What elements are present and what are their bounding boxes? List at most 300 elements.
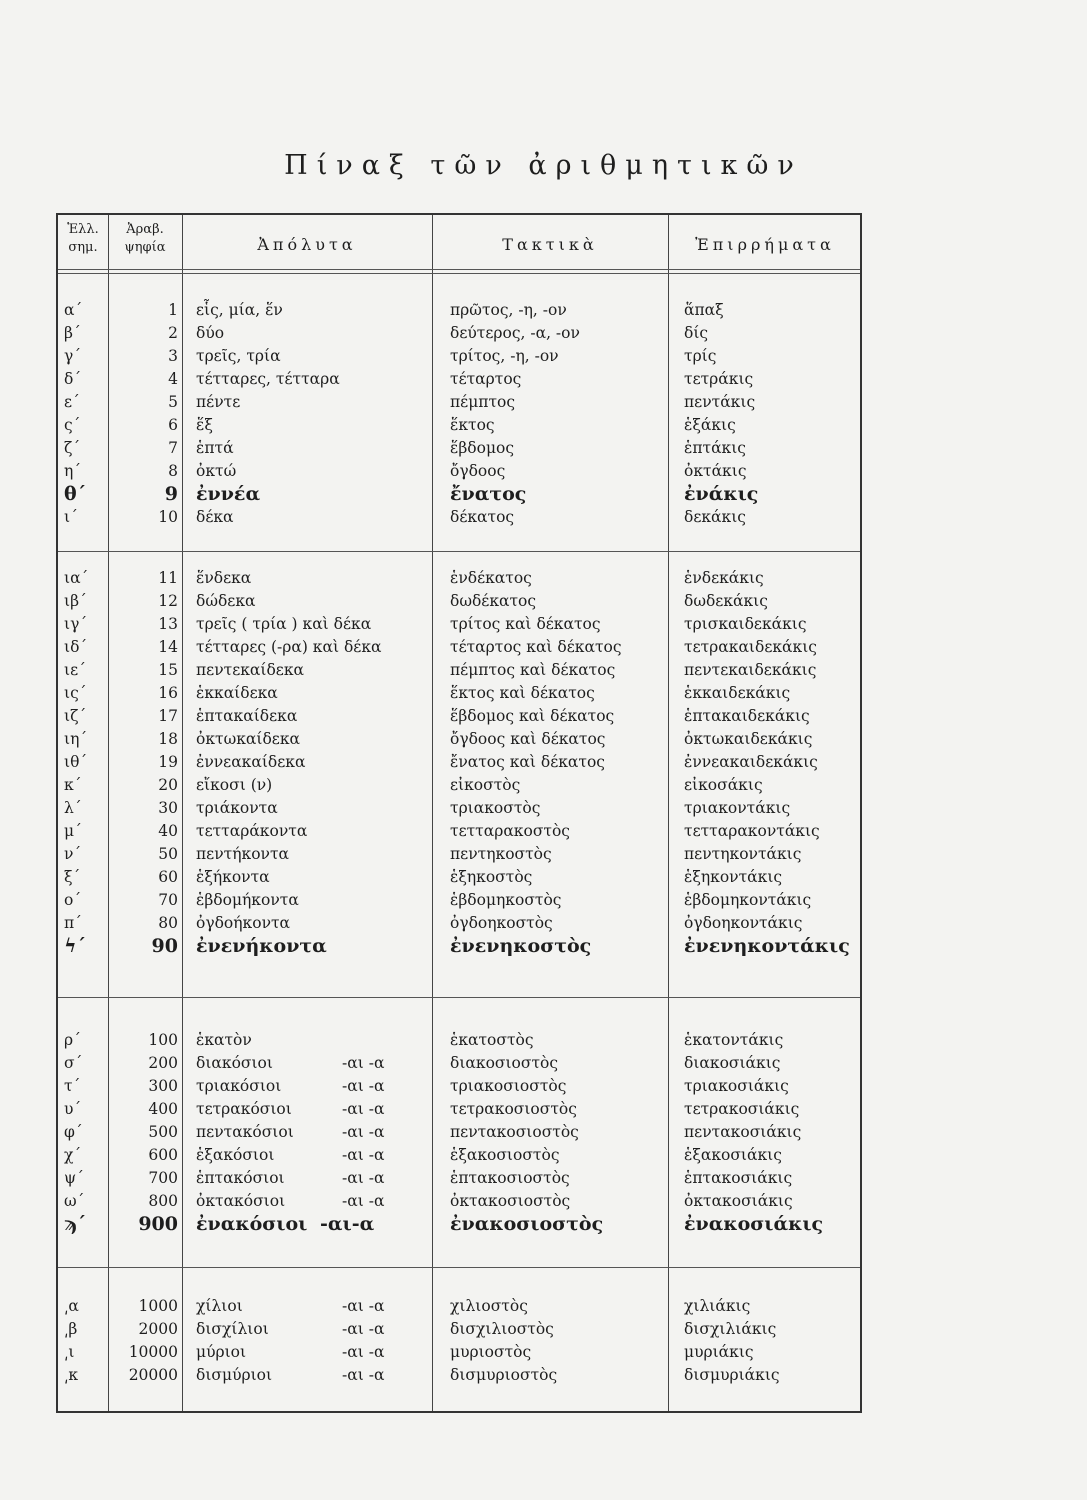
group-divider xyxy=(58,997,860,998)
greek-numeral-sign: ω΄ xyxy=(64,1192,85,1210)
cardinal-suffix: -αι -α xyxy=(342,1320,385,1338)
arabic-number: 3 xyxy=(168,347,178,365)
cardinal-form xyxy=(196,797,432,820)
group-divider xyxy=(58,551,860,552)
ordinal-form: εἰκοστὸς xyxy=(450,776,521,794)
table-row xyxy=(58,1167,860,1190)
ordinal-form: ἐνακοσιοστὸς xyxy=(450,1213,604,1235)
header-arabic-digits xyxy=(108,221,182,257)
ordinal-form: ἔνατος καὶ δέκατος xyxy=(450,753,605,771)
arabic-number: 10000 xyxy=(128,1343,178,1361)
greek-numeral-sign: ν΄ xyxy=(64,845,82,863)
numerals-table xyxy=(56,213,862,1413)
arabic-number: 6 xyxy=(168,416,178,434)
table-row xyxy=(58,636,860,659)
cardinal-suffix: -αι -α xyxy=(342,1077,385,1095)
cardinal-base: ἐννέα xyxy=(196,483,261,505)
adverb-form: ἑνδεκάκις xyxy=(684,569,764,587)
ordinal-form: τριακοστὸς xyxy=(450,799,541,817)
adverb-form: ἑξακοσιάκις xyxy=(684,1146,782,1164)
adverb-form: τριακοντάκις xyxy=(684,799,791,817)
cardinal-form xyxy=(196,1341,432,1364)
arabic-number: 50 xyxy=(158,845,178,863)
adverb-form: πεντακοσιάκις xyxy=(684,1123,802,1141)
table-row xyxy=(58,483,860,506)
table-row xyxy=(58,774,860,797)
ordinal-form: ἑξακοσιοστὸς xyxy=(450,1146,560,1164)
table-row xyxy=(58,820,860,843)
cardinal-base: ἑπτακαίδεκα xyxy=(196,707,298,725)
arabic-number: 2 xyxy=(168,324,178,342)
adverb-form: ἑξάκις xyxy=(684,416,736,434)
table-row xyxy=(58,889,860,912)
ordinal-form: πέμπτος xyxy=(450,393,516,411)
greek-numeral-sign: ιδ΄ xyxy=(64,638,88,656)
header-ordinal: Τακτικὰ xyxy=(502,235,598,254)
greek-numeral-sign: υ΄ xyxy=(64,1100,82,1118)
cardinal-form xyxy=(196,590,432,613)
header-greek-sign-line1: Ἑλλ. xyxy=(67,222,99,237)
cardinal-form xyxy=(196,613,432,636)
table-row xyxy=(58,705,860,728)
header-rule xyxy=(58,273,860,274)
arabic-number: 200 xyxy=(148,1054,178,1072)
adverb-form: διακοσιάκις xyxy=(684,1054,781,1072)
cardinal-base: ὀκτώ xyxy=(196,462,237,480)
cardinal-suffix: -αι -α xyxy=(342,1054,385,1072)
cardinal-base: τέτταρες (-ρα) καὶ δέκα xyxy=(196,638,382,656)
arabic-number: 90 xyxy=(151,935,178,957)
ordinal-form: πρῶτος, -η, -ον xyxy=(450,301,567,319)
greek-numeral-sign: ψ΄ xyxy=(64,1169,84,1187)
greek-numeral-sign: ια΄ xyxy=(64,569,89,587)
ordinal-form: τέταρτος καὶ δέκατος xyxy=(450,638,622,656)
table-row xyxy=(58,797,860,820)
adverb-form: πεντάκις xyxy=(684,393,756,411)
greek-numeral-sign: σ΄ xyxy=(64,1054,83,1072)
arabic-number: 15 xyxy=(158,661,178,679)
cardinal-suffix: -αι -α xyxy=(342,1297,385,1315)
arabic-number: 16 xyxy=(158,684,178,702)
table-row xyxy=(58,682,860,705)
table-row xyxy=(58,345,860,368)
cardinal-form xyxy=(196,659,432,682)
ordinal-form: δεύτερος, -α, -ον xyxy=(450,324,580,342)
greek-numeral-sign: ξ΄ xyxy=(64,868,81,886)
cardinal-form xyxy=(196,843,432,866)
cardinal-form xyxy=(196,935,432,958)
table-row xyxy=(58,613,860,636)
cardinal-suffix: -αι-α xyxy=(320,1213,375,1235)
arabic-number: 60 xyxy=(158,868,178,886)
table-row xyxy=(58,843,860,866)
adverb-form: πεντεκαιδεκάκις xyxy=(684,661,817,679)
adverb-form: τετρακαιδεκάκις xyxy=(684,638,817,656)
adverb-form: δισχιλιάκις xyxy=(684,1320,777,1338)
cardinal-form xyxy=(196,414,432,437)
table-row xyxy=(58,1318,860,1341)
cardinal-base: ἑβδομήκοντα xyxy=(196,891,299,909)
table-row xyxy=(58,437,860,460)
greek-numeral-sign: ιε΄ xyxy=(64,661,86,679)
arabic-number: 2000 xyxy=(138,1320,178,1338)
arabic-number: 400 xyxy=(148,1100,178,1118)
arabic-number: 11 xyxy=(158,569,178,587)
greek-numeral-sign: χ΄ xyxy=(64,1146,82,1164)
cardinal-form xyxy=(196,1364,432,1387)
cardinal-base: ἑκκαίδεκα xyxy=(196,684,278,702)
arabic-number: 800 xyxy=(148,1192,178,1210)
cardinal-form xyxy=(196,391,432,414)
cardinal-form xyxy=(196,1167,432,1190)
table-row xyxy=(58,506,860,529)
cardinal-base: πεντεκαίδεκα xyxy=(196,661,304,679)
table-row xyxy=(58,567,860,590)
ordinal-form: ἑβδομηκοστὸς xyxy=(450,891,562,909)
cardinal-form xyxy=(196,1213,432,1236)
adverb-form: τρίς xyxy=(684,347,717,365)
greek-numeral-sign: ιθ΄ xyxy=(64,753,88,771)
arabic-number: 20000 xyxy=(128,1366,178,1384)
cardinal-form xyxy=(196,1052,432,1075)
cardinal-base: πέντε xyxy=(196,393,241,411)
cardinal-suffix: -αι -α xyxy=(342,1146,385,1164)
adverb-form: ἑξηκοντάκις xyxy=(684,868,783,886)
ordinal-form: πέμπτος καὶ δέκατος xyxy=(450,661,616,679)
ordinal-form: χιλιοστὸς xyxy=(450,1297,528,1315)
greek-numeral-sign: ι΄ xyxy=(64,508,78,526)
ordinal-form: ἑκατοστὸς xyxy=(450,1031,534,1049)
table-row xyxy=(58,414,860,437)
ordinal-form: δωδέκατος xyxy=(450,592,537,610)
greek-numeral-sign: α΄ xyxy=(64,301,83,319)
cardinal-form xyxy=(196,820,432,843)
cardinal-base: ὀκτακόσιοι xyxy=(196,1192,286,1210)
arabic-number: 100 xyxy=(148,1031,178,1049)
adverb-form: ἅπαξ xyxy=(684,301,724,319)
arabic-number: 80 xyxy=(158,914,178,932)
header-adverb: Ἐπιρρήματα xyxy=(695,235,835,254)
table-row xyxy=(58,1029,860,1052)
table-row xyxy=(58,728,860,751)
arabic-number: 700 xyxy=(148,1169,178,1187)
cardinal-suffix: -αι -α xyxy=(342,1123,385,1141)
ordinal-form: τετταρακοστὸς xyxy=(450,822,570,840)
header-greek-sign xyxy=(58,221,108,257)
cardinal-base: πεντήκοντα xyxy=(196,845,289,863)
ordinal-form: πεντακοσιοστὸς xyxy=(450,1123,579,1141)
adverb-form: εἰκοσάκις xyxy=(684,776,763,794)
adverb-form: μυριάκις xyxy=(684,1343,754,1361)
adverb-form: τετρακοσιάκις xyxy=(684,1100,800,1118)
table-row xyxy=(58,1190,860,1213)
cardinal-base: δώδεκα xyxy=(196,592,256,610)
table-row xyxy=(58,322,860,345)
adverb-form: ἐνακοσιάκις xyxy=(684,1213,824,1235)
greek-numeral-sign: ιζ΄ xyxy=(64,707,87,725)
group-divider xyxy=(58,1267,860,1268)
cardinal-suffix: -αι -α xyxy=(342,1366,385,1384)
adverb-form: τετταρακοντάκις xyxy=(684,822,820,840)
table-row xyxy=(58,368,860,391)
arabic-number: 1000 xyxy=(138,1297,178,1315)
adverb-form: ὀκτάκις xyxy=(684,462,747,480)
table-row xyxy=(58,1295,860,1318)
table-row xyxy=(58,1364,860,1387)
cardinal-form xyxy=(196,345,432,368)
cardinal-base: εἷς, μία, ἕν xyxy=(196,301,283,319)
greek-numeral-sign: ε΄ xyxy=(64,393,80,411)
adverb-form: ἑπτακοσιάκις xyxy=(684,1169,793,1187)
greek-numeral-sign: ϟ΄ xyxy=(64,935,87,957)
arabic-number: 10 xyxy=(158,508,178,526)
cardinal-base: χίλιοι xyxy=(196,1297,243,1315)
table-row xyxy=(58,391,860,414)
arabic-number: 18 xyxy=(158,730,178,748)
cardinal-base: ἐννεακαίδεκα xyxy=(196,753,306,771)
ordinal-form: ὄγδοος καὶ δέκατος xyxy=(450,730,606,748)
ordinal-form: ἐνενηκοστὸς xyxy=(450,935,592,957)
greek-numeral-sign: ις΄ xyxy=(64,684,87,702)
cardinal-form xyxy=(196,1295,432,1318)
cardinal-base: τρεῖς, τρία xyxy=(196,347,281,365)
header-arabic-digits-line2: ψηφία xyxy=(124,240,166,255)
cardinal-suffix: -αι -α xyxy=(342,1169,385,1187)
table-row xyxy=(58,1341,860,1364)
adverb-form: ὀγδοηκοντάκις xyxy=(684,914,803,932)
ordinal-form: πεντηκοστὸς xyxy=(450,845,552,863)
ordinal-form: ἕκτος καὶ δέκατος xyxy=(450,684,595,702)
ordinal-form: ἑνδέκατος xyxy=(450,569,532,587)
cardinal-form xyxy=(196,1121,432,1144)
cardinal-base: πεντακόσιοι xyxy=(196,1123,294,1141)
greek-numeral-sign: λ΄ xyxy=(64,799,82,817)
table-row xyxy=(58,460,860,483)
cardinal-base: ἑξακόσιοι xyxy=(196,1146,275,1164)
table-row xyxy=(58,935,860,958)
table-row xyxy=(58,590,860,613)
ordinal-form: δισχιλιοστὸς xyxy=(450,1320,554,1338)
table-row xyxy=(58,1144,860,1167)
cardinal-base: ἐνενήκοντα xyxy=(196,935,327,957)
greek-numeral-sign: θ΄ xyxy=(64,483,87,505)
adverb-form: τετράκις xyxy=(684,370,754,388)
arabic-number: 4 xyxy=(168,370,178,388)
cardinal-form xyxy=(196,1318,432,1341)
greek-numeral-sign: ζ΄ xyxy=(64,439,81,457)
arabic-number: 500 xyxy=(148,1123,178,1141)
adverb-form: ἐνάκις xyxy=(684,483,759,505)
header-rule xyxy=(58,269,860,270)
adverb-form: δωδεκάκις xyxy=(684,592,768,610)
table-row xyxy=(58,1213,860,1236)
ordinal-form: ὄγδοος xyxy=(450,462,506,480)
cardinal-base: τρεῖς ( τρία ) καὶ δέκα xyxy=(196,615,372,633)
ordinal-form: ὀκτακοσιοστὸς xyxy=(450,1192,571,1210)
arabic-number: 30 xyxy=(158,799,178,817)
adverb-form: ἑκατοντάκις xyxy=(684,1031,784,1049)
cardinal-base: ὀκτωκαίδεκα xyxy=(196,730,300,748)
cardinal-base: ἑπτά xyxy=(196,439,234,457)
adverb-form: τρισκαιδεκάκις xyxy=(684,615,807,633)
arabic-number: 20 xyxy=(158,776,178,794)
cardinal-suffix: -αι -α xyxy=(342,1100,385,1118)
ordinal-form: ὀγδοηκοστὸς xyxy=(450,914,553,932)
table-row xyxy=(58,912,860,935)
ordinal-form: τετρακοσιοστὸς xyxy=(450,1100,577,1118)
greek-numeral-sign: ϡ΄ xyxy=(64,1213,87,1235)
cardinal-base: τετταράκοντα xyxy=(196,822,308,840)
adverb-form: ἐννεακαιδεκάκις xyxy=(684,753,818,771)
arabic-number: 9 xyxy=(164,483,178,505)
arabic-number: 19 xyxy=(158,753,178,771)
arabic-number: 70 xyxy=(158,891,178,909)
header-greek-sign-line2: σημ. xyxy=(68,240,98,255)
cardinal-form xyxy=(196,506,432,529)
ordinal-form: τρίτος, -η, -ον xyxy=(450,347,559,365)
arabic-number: 600 xyxy=(148,1146,178,1164)
cardinal-base: ἑπτακόσιοι xyxy=(196,1169,285,1187)
cardinal-base: διακόσιοι xyxy=(196,1054,273,1072)
cardinal-suffix: -αι -α xyxy=(342,1192,385,1210)
ordinal-form: δισμυριοστὸς xyxy=(450,1366,558,1384)
arabic-number: 8 xyxy=(168,462,178,480)
adverb-form: ἑβδομηκοντάκις xyxy=(684,891,812,909)
greek-numeral-sign: ο΄ xyxy=(64,891,82,909)
cardinal-form xyxy=(196,912,432,935)
greek-numeral-sign: ρ΄ xyxy=(64,1031,81,1049)
cardinal-form xyxy=(196,866,432,889)
arabic-number: 900 xyxy=(138,1213,178,1235)
table-row xyxy=(58,1052,860,1075)
cardinal-base: τέτταρες, τέτταρα xyxy=(196,370,340,388)
cardinal-form xyxy=(196,1029,432,1052)
cardinal-base: ὀγδοήκοντα xyxy=(196,914,291,932)
cardinal-form xyxy=(196,567,432,590)
adverb-form: ἑπτάκις xyxy=(684,439,746,457)
ordinal-form: ἔνατος xyxy=(450,483,527,505)
adverb-form: ὀκτωκαιδεκάκις xyxy=(684,730,813,748)
greek-numeral-sign: μ΄ xyxy=(64,822,82,840)
greek-numeral-sign: τ΄ xyxy=(64,1077,81,1095)
greek-numeral-sign: ιβ΄ xyxy=(64,592,87,610)
greek-numeral-sign: δ΄ xyxy=(64,370,82,388)
ordinal-form: τέταρτος xyxy=(450,370,522,388)
greek-numeral-sign: β΄ xyxy=(64,324,81,342)
cardinal-form xyxy=(196,751,432,774)
greek-numeral-sign: ͵α xyxy=(64,1297,79,1315)
greek-numeral-sign: κ΄ xyxy=(64,776,82,794)
adverb-form: χιλιάκις xyxy=(684,1297,751,1315)
cardinal-base: δισμύριοι xyxy=(196,1366,273,1384)
ordinal-form: ἑξηκοστὸς xyxy=(450,868,533,886)
adverb-form: δεκάκις xyxy=(684,508,746,526)
adverb-form: δισμυριάκις xyxy=(684,1366,780,1384)
page-title: Πίναξ τῶν ἀριθμητικῶν xyxy=(284,150,803,181)
cardinal-base: ἕνδεκα xyxy=(196,569,252,587)
cardinal-form xyxy=(196,636,432,659)
greek-numeral-sign: ιγ΄ xyxy=(64,615,88,633)
cardinal-form xyxy=(196,1075,432,1098)
adverb-form: τριακοσιάκις xyxy=(684,1077,789,1095)
adverb-form: πεντηκοντάκις xyxy=(684,845,802,863)
cardinal-form xyxy=(196,1098,432,1121)
cardinal-form xyxy=(196,705,432,728)
greek-numeral-sign: γ΄ xyxy=(64,347,82,365)
cardinal-form xyxy=(196,774,432,797)
cardinal-form xyxy=(196,299,432,322)
cardinal-base: μύριοι xyxy=(196,1343,247,1361)
greek-numeral-sign: ͵κ xyxy=(64,1366,79,1384)
greek-numeral-sign: ς΄ xyxy=(64,416,81,434)
greek-numeral-sign: η΄ xyxy=(64,462,82,480)
cardinal-suffix: -αι -α xyxy=(342,1343,385,1361)
table-row xyxy=(58,299,860,322)
cardinal-base: δισχίλιοι xyxy=(196,1320,269,1338)
table-row xyxy=(58,659,860,682)
ordinal-form: μυριοστὸς xyxy=(450,1343,532,1361)
cardinal-base: τετρακόσιοι xyxy=(196,1100,292,1118)
cardinal-form xyxy=(196,1190,432,1213)
arabic-number: 12 xyxy=(158,592,178,610)
table-row xyxy=(58,1121,860,1144)
adverb-form: ὀκτακοσιάκις xyxy=(684,1192,793,1210)
arabic-number: 40 xyxy=(158,822,178,840)
header-cardinal: Ἀπόλυτα xyxy=(257,235,357,254)
cardinal-form xyxy=(196,460,432,483)
arabic-number: 13 xyxy=(158,615,178,633)
header-arabic-digits-line1: Ἀραβ. xyxy=(126,222,164,237)
ordinal-form: διακοσιοστὸς xyxy=(450,1054,559,1072)
ordinal-form: ἕβδομος καὶ δέκατος xyxy=(450,707,615,725)
cardinal-form xyxy=(196,889,432,912)
ordinal-form: ἕβδομος xyxy=(450,439,515,457)
greek-numeral-sign: φ΄ xyxy=(64,1123,83,1141)
ordinal-form: ἕκτος xyxy=(450,416,495,434)
cardinal-form xyxy=(196,728,432,751)
greek-numeral-sign: ͵β xyxy=(64,1320,78,1338)
cardinal-base: εἴκοσι (ν) xyxy=(196,776,273,794)
cardinal-base: ἑκατὸν xyxy=(196,1031,252,1049)
cardinal-form xyxy=(196,368,432,391)
cardinal-base: τριάκοντα xyxy=(196,799,278,817)
table-row xyxy=(58,866,860,889)
arabic-number: 14 xyxy=(158,638,178,656)
adverb-form: ἑκκαιδεκάκις xyxy=(684,684,791,702)
cardinal-form xyxy=(196,1144,432,1167)
table-row xyxy=(58,1098,860,1121)
adverb-form: ἐνενηκοντάκις xyxy=(684,935,850,957)
ordinal-form: ἑπτακοσιοστὸς xyxy=(450,1169,570,1187)
arabic-number: 5 xyxy=(168,393,178,411)
cardinal-base: ἕξ xyxy=(196,416,213,434)
greek-numeral-sign: π΄ xyxy=(64,914,82,932)
cardinal-base: τριακόσιοι xyxy=(196,1077,282,1095)
ordinal-form: τρίτος καὶ δέκατος xyxy=(450,615,601,633)
arabic-number: 7 xyxy=(168,439,178,457)
arabic-number: 300 xyxy=(148,1077,178,1095)
adverb-form: δίς xyxy=(684,324,709,342)
cardinal-base: ἐνακόσιοι xyxy=(196,1213,308,1235)
adverb-form: ἑπτακαιδεκάκις xyxy=(684,707,810,725)
ordinal-form: δέκατος xyxy=(450,508,515,526)
ordinal-form: τριακοσιοστὸς xyxy=(450,1077,567,1095)
greek-numeral-sign: ͵ι xyxy=(64,1343,75,1361)
table-row xyxy=(58,1075,860,1098)
cardinal-form xyxy=(196,682,432,705)
cardinal-form xyxy=(196,322,432,345)
table-row xyxy=(58,751,860,774)
